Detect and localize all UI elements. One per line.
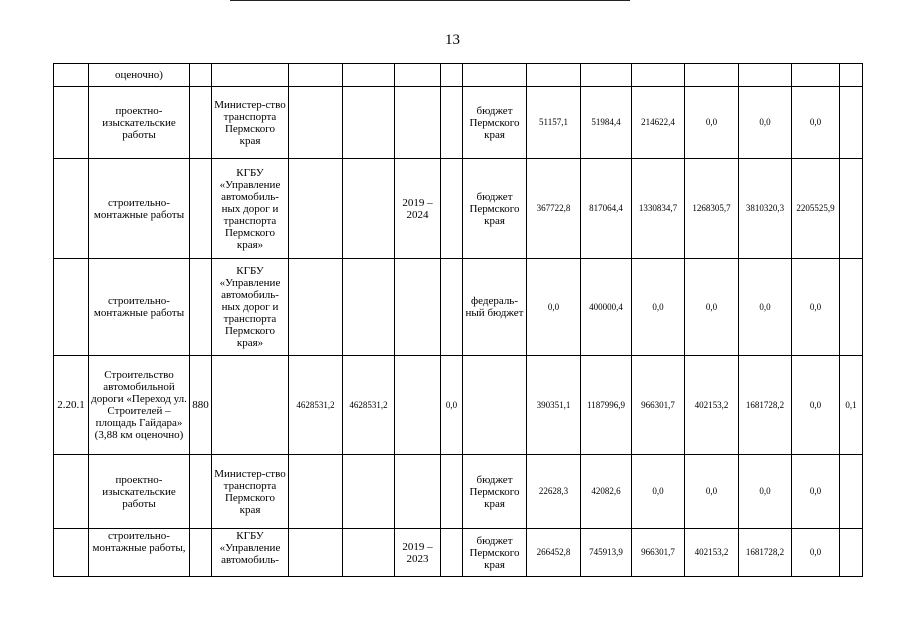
value-cell: [632, 64, 685, 87]
name-cell: Строительство автомобильной дороги «Переход ул. Строителей – площадь Гайдара» (3,88 км оценочно): [89, 356, 190, 455]
period-cell: 2019 – 2023: [395, 529, 441, 577]
cost-cell: [289, 159, 343, 259]
executor-cell: КГБУ «Управление автомобиль-: [212, 529, 289, 577]
code-cell: [54, 455, 89, 529]
value-cell: 1330834,7: [632, 159, 685, 259]
last-cell: [840, 455, 863, 529]
source-cell: бюджет Пермского края: [463, 455, 527, 529]
value-cell: 0,0: [632, 259, 685, 356]
value-cell: 0,0: [739, 455, 792, 529]
cost-cell: [441, 529, 463, 577]
table-row: [54, 356, 863, 455]
value-cell: [739, 64, 792, 87]
period-cell: [395, 64, 441, 87]
cost-cell: 4628531,2: [289, 356, 343, 455]
value-cell: 402153,2: [685, 529, 739, 577]
name-cell: проектно-изыскательские работы: [89, 455, 190, 529]
value-cell: 390351,1: [527, 356, 581, 455]
last-cell: 0,1: [840, 356, 863, 455]
period-cell: [395, 356, 441, 455]
code-cell: [54, 529, 89, 577]
code-cell: [54, 159, 89, 259]
last-cell: [840, 259, 863, 356]
period-cell: [395, 87, 441, 159]
value-cell: 0,0: [685, 455, 739, 529]
unit-cell: [190, 455, 212, 529]
cost-cell: [441, 87, 463, 159]
cost-cell: [289, 87, 343, 159]
unit-cell: [190, 87, 212, 159]
source-cell: бюджет Пермского края: [463, 159, 527, 259]
name-cell: оценочно): [89, 64, 190, 87]
value-cell: [792, 64, 840, 87]
value-cell: 966301,7: [632, 529, 685, 577]
code-cell: [54, 87, 89, 159]
period-cell: [395, 259, 441, 356]
table-row: [54, 159, 863, 259]
value-cell: 817064,4: [581, 159, 632, 259]
executor-cell: Министер-ство транспорта Пермского края: [212, 455, 289, 529]
table-row: [54, 87, 863, 159]
value-cell: [685, 64, 739, 87]
value-cell: 0,0: [792, 87, 840, 159]
source-cell: федераль-ный бюджет: [463, 259, 527, 356]
value-cell: 0,0: [739, 87, 792, 159]
code-cell: [54, 64, 89, 87]
last-cell: [840, 529, 863, 577]
page-number: 13: [445, 32, 460, 48]
table-row: [54, 64, 863, 87]
value-cell: 1681728,2: [739, 356, 792, 455]
cost-cell: [289, 529, 343, 577]
period-cell: 2019 – 2024: [395, 159, 441, 259]
executor-cell: Министер-ство транспорта Пермского края: [212, 87, 289, 159]
cost-cell: [343, 87, 395, 159]
unit-cell: [190, 64, 212, 87]
value-cell: 0,0: [685, 259, 739, 356]
value-cell: 745913,9: [581, 529, 632, 577]
code-cell: 2.20.1: [54, 356, 89, 455]
value-cell: 0,0: [792, 529, 840, 577]
cost-cell: [343, 159, 395, 259]
name-cell: проектно-изыскательские работы: [89, 87, 190, 159]
unit-cell: [190, 529, 212, 577]
value-cell: 1187996,9: [581, 356, 632, 455]
cost-cell: [343, 64, 395, 87]
top-edge-line: [230, 0, 630, 1]
value-cell: 22628,3: [527, 455, 581, 529]
value-cell: 0,0: [792, 356, 840, 455]
source-cell: [463, 356, 527, 455]
last-cell: [840, 64, 863, 87]
cost-cell: [343, 529, 395, 577]
executor-cell: КГБУ «Управление автомобиль-ных дорог и транспорта Пермского края»: [212, 159, 289, 259]
value-cell: 3810320,3: [739, 159, 792, 259]
value-cell: 0,0: [792, 455, 840, 529]
unit-cell: [190, 259, 212, 356]
value-cell: 966301,7: [632, 356, 685, 455]
value-cell: [581, 64, 632, 87]
cost-cell: [289, 259, 343, 356]
value-cell: 0,0: [685, 87, 739, 159]
cost-cell: [343, 455, 395, 529]
value-cell: 42082,6: [581, 455, 632, 529]
cost-cell: [289, 64, 343, 87]
value-cell: 400000,4: [581, 259, 632, 356]
value-cell: 214622,4: [632, 87, 685, 159]
source-cell: [463, 64, 527, 87]
executor-cell: КГБУ «Управление автомобиль-ных дорог и транспорта Пермского края»: [212, 259, 289, 356]
source-cell: бюджет Пермского края: [463, 87, 527, 159]
cost-cell: 4628531,2: [343, 356, 395, 455]
executor-cell: [212, 64, 289, 87]
source-cell: бюджет Пермского края: [463, 529, 527, 577]
code-cell: [54, 259, 89, 356]
name-cell: строительно-монтажные работы: [89, 159, 190, 259]
budget-table: [53, 63, 863, 577]
value-cell: 51984,4: [581, 87, 632, 159]
unit-cell: 880: [190, 356, 212, 455]
value-cell: 2205525,9: [792, 159, 840, 259]
value-cell: 0,0: [739, 259, 792, 356]
table-row: [54, 259, 863, 356]
value-cell: 51157,1: [527, 87, 581, 159]
cost-cell: [441, 64, 463, 87]
cost-cell: [441, 259, 463, 356]
unit-cell: [190, 159, 212, 259]
table-row: [54, 455, 863, 529]
value-cell: 1268305,7: [685, 159, 739, 259]
value-cell: 266452,8: [527, 529, 581, 577]
cost-cell: 0,0: [441, 356, 463, 455]
cost-cell: [343, 259, 395, 356]
executor-cell: [212, 356, 289, 455]
cost-cell: [441, 159, 463, 259]
last-cell: [840, 159, 863, 259]
value-cell: 1681728,2: [739, 529, 792, 577]
last-cell: [840, 87, 863, 159]
cost-cell: [289, 455, 343, 529]
value-cell: [527, 64, 581, 87]
period-cell: [395, 455, 441, 529]
value-cell: 367722,8: [527, 159, 581, 259]
name-cell: строительно-монтажные работы: [89, 259, 190, 356]
value-cell: 0,0: [632, 455, 685, 529]
table-row: [54, 529, 863, 577]
cost-cell: [441, 455, 463, 529]
value-cell: 402153,2: [685, 356, 739, 455]
value-cell: 0,0: [527, 259, 581, 356]
name-cell: строительно-монтажные работы,: [89, 529, 190, 577]
value-cell: 0,0: [792, 259, 840, 356]
